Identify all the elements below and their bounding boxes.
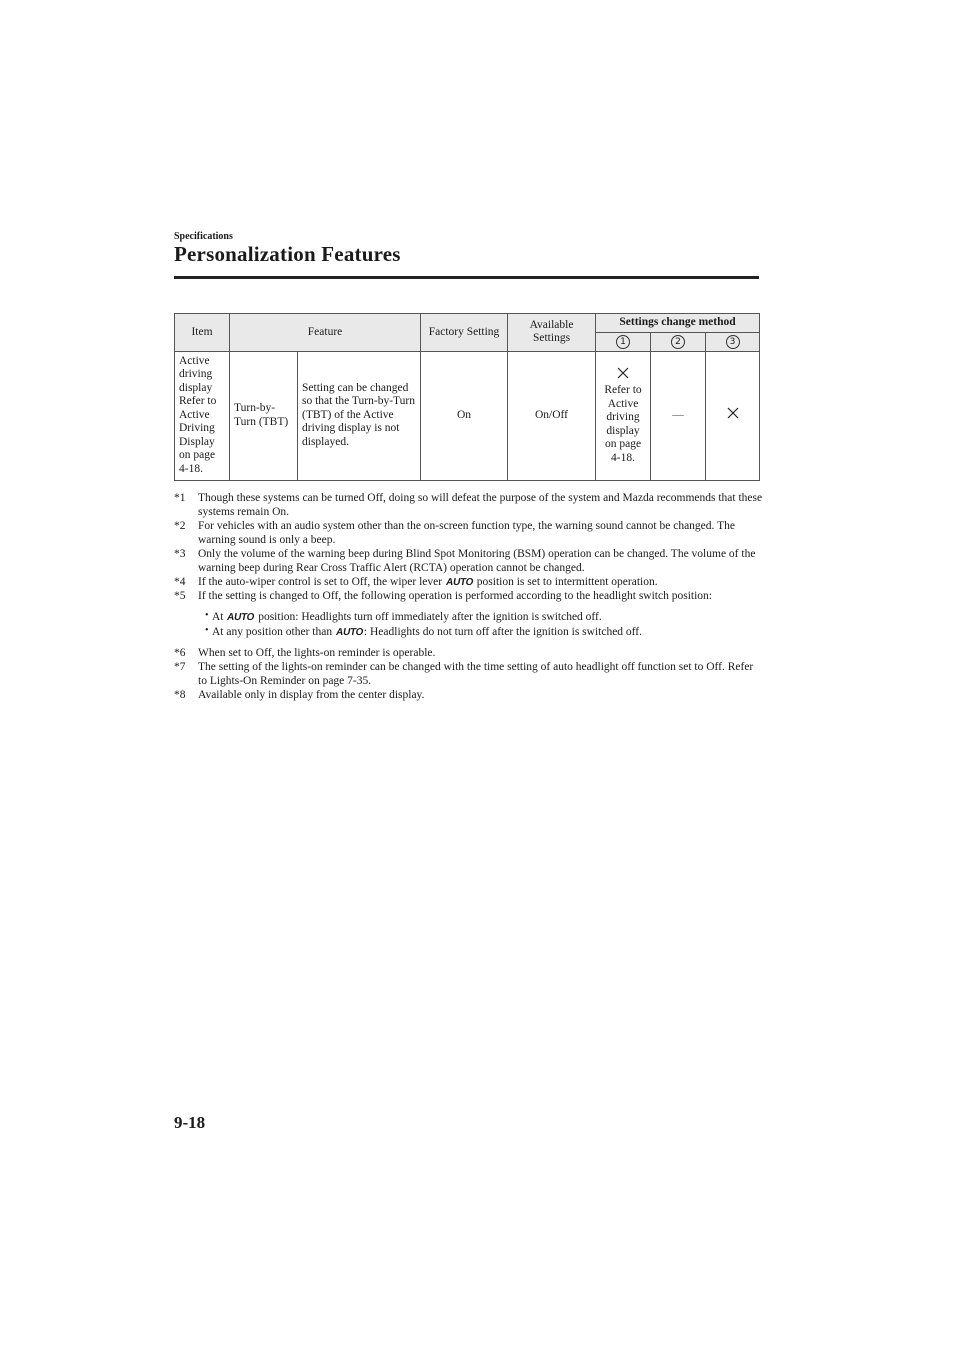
footnote-8 (174, 688, 764, 702)
bullet-text: At any position other than (212, 626, 333, 638)
footnote-marker: *6 (174, 647, 186, 659)
footnote-marker: *7 (174, 661, 186, 673)
footnote-text: For vehicles with an audio system other than the on-screen function type, the warning sound cannot be changed. The warning sound is only a beep. (198, 520, 735, 546)
header-settings-change-method: Settings change method (596, 314, 760, 333)
auto-icon: AUTO (226, 612, 256, 623)
footnote-text: If the auto-wiper control is set to Off, the wiper lever (198, 576, 443, 588)
cell-feature-description: Setting can be changed so that the Turn-by-Turn (TBT) of the Active driving display is not displayed. (298, 351, 421, 480)
cell-method-2: — (651, 351, 706, 480)
footnote-marker: *1 (174, 492, 186, 504)
bullet-text: : Headlights do not turn off after the ignition is switched off. (363, 626, 643, 638)
header-method-2 (651, 332, 706, 351)
list-item (212, 625, 764, 639)
footnote-marker: *4 (174, 576, 186, 588)
footnote-2 (174, 519, 764, 547)
footnote-3 (174, 547, 764, 575)
auto-icon: AUTO (335, 627, 364, 638)
header-available-settings: Available Settings (508, 314, 596, 352)
header-factory-setting: Factory Setting (421, 314, 508, 352)
cell-factory-setting: On (421, 351, 508, 480)
footnote-4 (174, 575, 764, 589)
header-feature: Feature (230, 314, 421, 352)
circled-number-3-icon: 3 (726, 335, 740, 349)
cell-feature-name: Turn-by-Turn (TBT) (230, 351, 298, 480)
footnote-marker: *2 (174, 520, 186, 532)
title-divider (174, 276, 759, 279)
cell-method-1 (596, 351, 651, 480)
cell-item: Active driving display Refer to Active Driving Display on page 4-18. (175, 351, 230, 480)
personalization-table (174, 313, 760, 481)
footnote-text: The setting of the lights-on reminder can be changed with the time setting of auto headlight off function set to Off. Refer to Lights-On Reminder on page 7-35. (198, 661, 754, 687)
footnote-text: If the setting is changed to Off, the following operation is performed according to the headlight switch position: (198, 590, 712, 602)
bullet-text: At (212, 611, 224, 623)
footnote-text: Though these systems can be turned Off, doing so will defeat the purpose of the system and Mazda recommends that these systems remain On. (198, 492, 763, 518)
section-label: Specifications (174, 231, 233, 242)
footnote-5-bullets (212, 610, 764, 639)
method-1-note: Refer to Active driving display on page 4-18. (604, 384, 642, 464)
x-mark-icon (616, 366, 630, 380)
list-item (212, 610, 764, 624)
header-method-1 (596, 332, 651, 351)
auto-icon: AUTO (445, 577, 474, 588)
circled-number-2-icon: 2 (671, 335, 685, 349)
footnote-text: Available only in display from the center display. (198, 689, 425, 701)
bullet-text: position: Headlights turn off immediately after the ignition is switched off. (258, 611, 602, 623)
footnote-7 (174, 660, 764, 688)
footnote-5 (174, 589, 764, 603)
page-number: 9-18 (174, 1113, 206, 1132)
footnotes (174, 491, 764, 702)
circled-number-1-icon: 1 (616, 335, 630, 349)
footnote-marker: *5 (174, 590, 186, 602)
footnote-marker: *8 (174, 689, 186, 701)
header-method-3 (706, 332, 760, 351)
table-row (175, 351, 760, 480)
header-item: Item (175, 314, 230, 352)
footnote-marker: *3 (174, 548, 186, 560)
footnote-6 (174, 646, 764, 660)
cell-available-settings: On/Off (508, 351, 596, 480)
cell-method-3 (706, 351, 760, 480)
footnote-text: Only the volume of the warning beep during Blind Spot Monitoring (BSM) operation can be changed. The volume of the warning beep during Rear Cross Traffic Alert (RCTA) operation cannot be changed. (198, 548, 756, 574)
footnote-text: position is set to intermittent operation. (476, 576, 658, 588)
page-title: Personalization Features (174, 242, 401, 266)
x-mark-icon (726, 406, 740, 420)
footnote-text: When set to Off, the lights-on reminder is operable. (198, 647, 436, 659)
footnote-1 (174, 491, 764, 519)
